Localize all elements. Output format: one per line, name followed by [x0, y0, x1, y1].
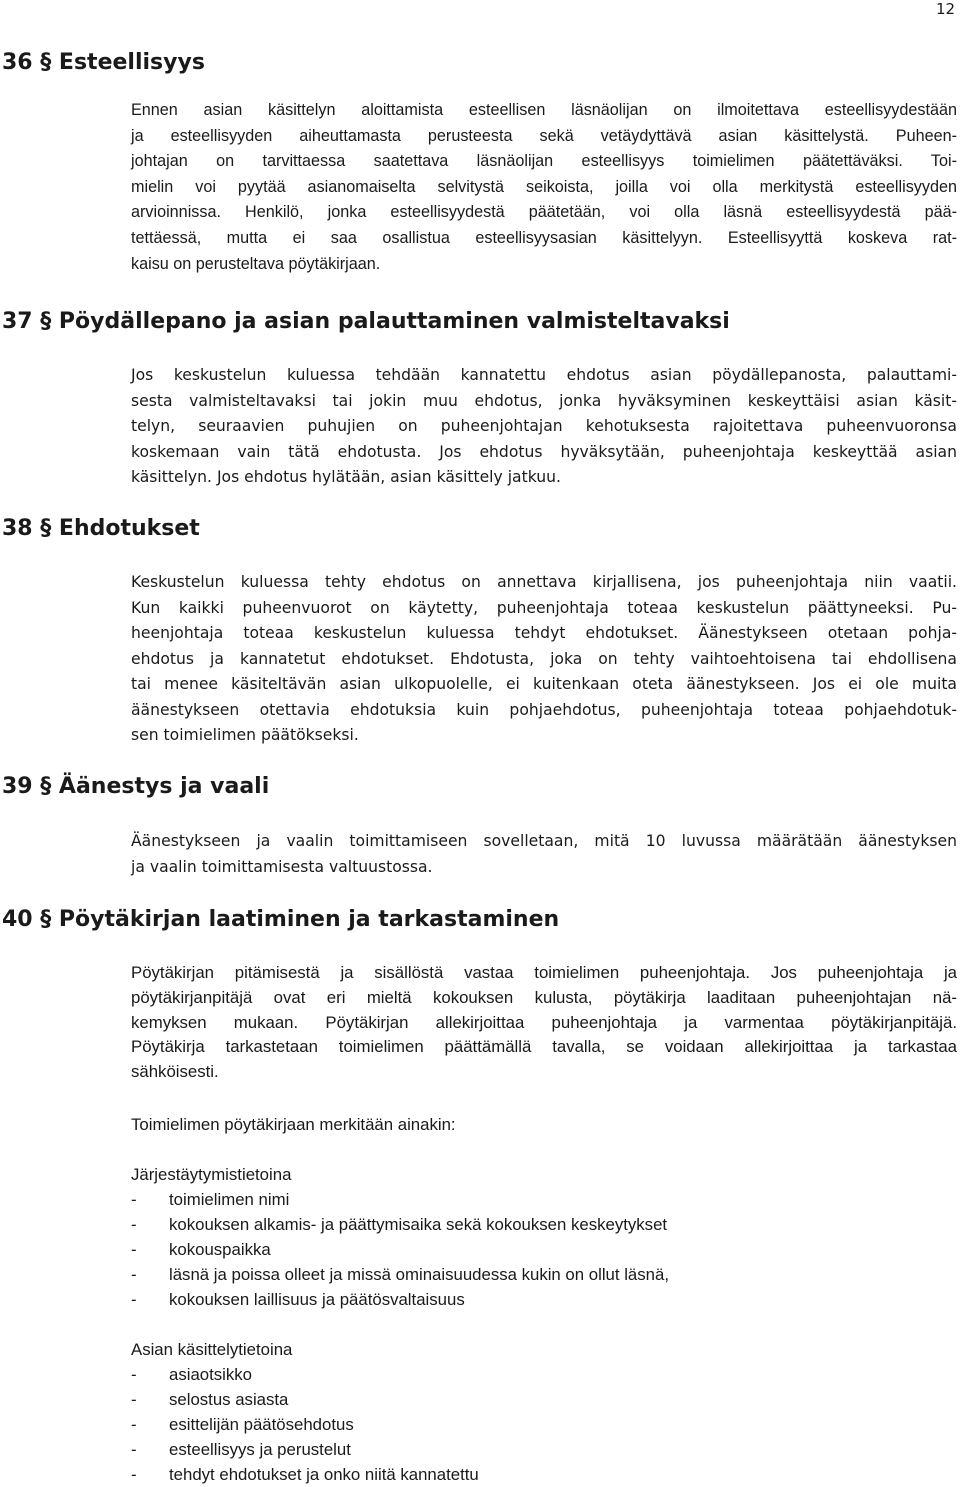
- list-marker: -: [131, 1440, 137, 1459]
- text-line: sesta valmisteltavaksi tai jokin muu ehdotus, jonka hyväksyminen keskeyttäisi asian käsit-: [131, 391, 957, 410]
- list-marker: -: [131, 1415, 137, 1434]
- text-line: ja esteellisyyden aiheuttamasta perusteesta sekä vetäydyttävä asian käsittelystä. Puheen-: [131, 126, 957, 145]
- text-line: Pöytäkirjan pitämisestä ja sisällöstä vastaa toimielimen puheenjohtaja. Jos puheenjohtaja ja: [131, 963, 957, 982]
- text-line: pöytäkirjanpitäjä ovat eri mieltä kokouksen kulusta, pöytäkirja laaditaan puheenjohtajan nä-: [131, 987, 957, 1007]
- text-line: tettäessä, mutta ei saa osallistua esteellisyysasian käsittelyyn. Esteellisyyttä koskeva rat-: [131, 228, 957, 247]
- text-line: Äänestykseen ja vaalin toimittamiseen sovelletaan, mitä 10 luvussa määrätään äänestyksen: [131, 832, 957, 850]
- text-line: tai menee käsiteltävän asian ulkopuolelle, ei kuitenkaan oteta äänestykseen. Jos ei ole muita: [131, 675, 957, 693]
- text-line: sen toimielimen päätökseksi.: [131, 726, 359, 744]
- text-line: Keskustelun kuluessa tehty ehdotus on annettava kirjallisena, jos puheenjohtaja niin vaatii.: [131, 573, 957, 591]
- list-item-text: toimielimen nimi: [169, 1190, 290, 1209]
- text-line: mielin voi pyytää asianomaiselta selvitystä seikoista, joilla voi olla merkitystä esteellisyyden: [131, 177, 957, 196]
- list-item-text: selostus asiasta: [169, 1390, 289, 1409]
- page-number: 12: [936, 0, 956, 18]
- text-line: sähköisesti.: [131, 1062, 219, 1082]
- list-item-text: asiaotsikko: [169, 1365, 253, 1384]
- text-line: ja vaalin toimittamisesta valtuustossa.: [131, 857, 433, 876]
- group-title-handling: Asian käsittelytietoina: [131, 1340, 293, 1359]
- text-line: Pöytäkirja tarkastetaan toimielimen päättämällä tavalla, se voidaan allekirjoittaa ja tarkastaa: [131, 1037, 957, 1057]
- list-item: [131, 1362, 479, 1387]
- list-item: [131, 1437, 479, 1462]
- text-line: johtajan on tarvittaessa saatettava läsnäolijan esteellisyys toimielimen päätettäväksi. Toi-: [131, 152, 957, 171]
- section-38-heading: 38 § Ehdotukset: [2, 516, 200, 541]
- text-line: arvioinnissa. Henkilö, jonka esteellisyydestä päätetään, voi olla läsnä esteellisyydestä pää-: [131, 203, 957, 222]
- text-line: ehdotus ja kannatetut ehdotukset. Ehdotusta, joka on tehty vaihtoehtoisena tai ehdollisena: [131, 649, 957, 668]
- text-line: heenjohtaja toteaa keskustelun kuluessa tehdyt ehdotukset. Äänestykseen otetaan pohja-: [131, 624, 957, 642]
- list-marker: -: [131, 1465, 137, 1484]
- list-item: [131, 1212, 669, 1237]
- section-39-body: [131, 829, 957, 880]
- list-item: [131, 1387, 479, 1412]
- text-line: kaisu on perusteltava pöytäkirjaan.: [131, 254, 381, 273]
- text-line: käsittelyn. Jos ehdotus hylätään, asian käsittely jatkuu.: [131, 468, 561, 486]
- text-line: telyn, seuraavien puhujien on puheenjohtajan kehotuksesta rajoitettava puheenvuoronsa: [131, 417, 957, 435]
- list-marker: -: [131, 1365, 137, 1384]
- list-item-text: esittelijän päätösehdotus: [169, 1415, 354, 1434]
- section-36-body: [131, 98, 957, 277]
- section-39-heading: 39 § Äänestys ja vaali: [2, 774, 270, 799]
- text-line: koskemaan vain tätä ehdotusta. Jos ehdotus hyväksytään, puheenjohtaja keskeyttää asian: [131, 442, 957, 461]
- list-marker: -: [131, 1290, 137, 1309]
- list-item: [131, 1262, 669, 1287]
- organisation-items-list: [131, 1187, 669, 1312]
- list-item: [131, 1462, 479, 1487]
- list-item: [131, 1187, 669, 1212]
- list-item: [131, 1237, 669, 1262]
- section-37-body: [131, 363, 957, 491]
- list-marker: -: [131, 1215, 137, 1234]
- list-item-text: kokouspaikka: [169, 1240, 271, 1259]
- record-intro: Toimielimen pöytäkirjaan merkitään ainakin:: [131, 1115, 456, 1134]
- section-38-body: [131, 570, 957, 749]
- list-item-text: tehdyt ehdotukset ja onko niitä kannatettu: [169, 1465, 479, 1484]
- handling-items-list: [131, 1362, 479, 1487]
- list-marker: -: [131, 1190, 137, 1209]
- list-marker: -: [131, 1265, 137, 1284]
- text-line: Kun kaikki puheenvuorot on käytetty, puheenjohtaja toteaa keskustelun päättyneeksi. Pu-: [131, 598, 957, 617]
- text-line: Jos keskustelun kuluessa tehdään kannatettu ehdotus asian pöydällepanosta, palauttami-: [131, 366, 957, 384]
- section-40-body: [131, 961, 957, 1085]
- text-line: Ennen asian käsittelyn aloittamista esteellisen läsnäolijan on ilmoitettava esteellisyydestään: [131, 101, 957, 119]
- list-item-text: kokouksen alkamis- ja päättymisaika sekä kokouksen keskeytykset: [169, 1215, 668, 1234]
- list-item-text: esteellisyys ja perustelut: [169, 1440, 351, 1459]
- group-title-organisation: Järjestäytymistietoina: [131, 1165, 292, 1184]
- section-40-heading: 40 § Pöytäkirjan laatiminen ja tarkastaminen: [2, 907, 560, 932]
- list-marker: -: [131, 1390, 137, 1409]
- list-item: [131, 1287, 669, 1312]
- section-36-heading: 36 § Esteellisyys: [2, 50, 205, 75]
- section-37-heading: 37 § Pöydällepano ja asian palauttaminen valmisteltavaksi: [2, 309, 730, 334]
- text-line: äänestykseen otettavia ehdotuksia kuin pohjaehdotus, puheenjohtaja toteaa pohjaehdotuk-: [131, 700, 957, 719]
- list-item: [131, 1412, 479, 1437]
- list-item-text: kokouksen laillisuus ja päätösvaltaisuus: [169, 1290, 465, 1309]
- list-item-text: läsnä ja poissa olleet ja missä ominaisuudessa kukin on ollut läsnä,: [169, 1265, 669, 1284]
- text-line: kemyksen mukaan. Pöytäkirjan allekirjoittaa puheenjohtaja ja varmentaa pöytäkirjanpitäjä.: [131, 1012, 957, 1032]
- list-marker: -: [131, 1240, 137, 1259]
